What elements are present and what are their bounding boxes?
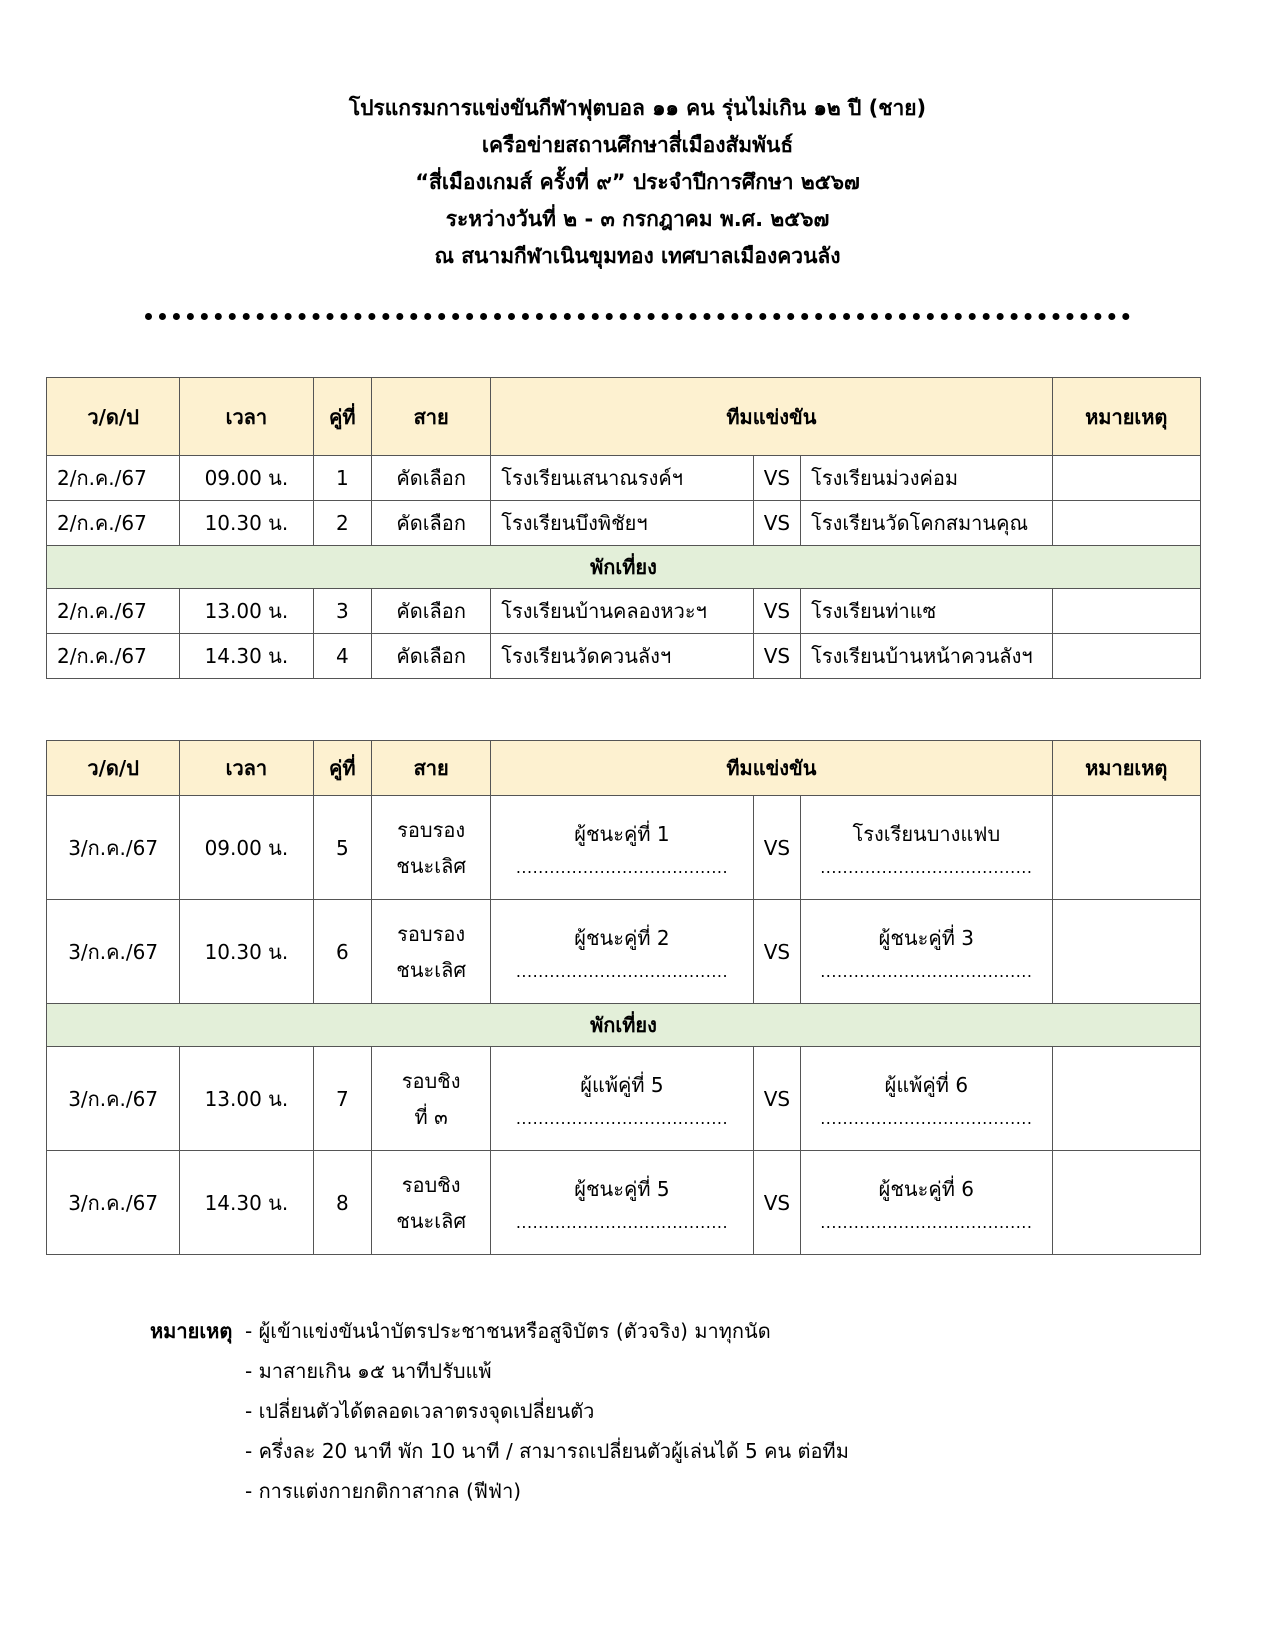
vs-label: VS — [753, 900, 800, 1004]
match-pair: 5 — [313, 796, 372, 900]
table-row — [47, 456, 1201, 501]
table-row — [47, 589, 1201, 634]
title-line-2: เครือข่ายสถานศึกษาสี่เมืองสัมพันธ์ — [481, 133, 794, 157]
lunch-break-label: พักเที่ยง — [47, 1004, 1201, 1047]
match-date: 2/ก.ค./67 — [47, 501, 180, 546]
match-group-line-2: ที่ ๓ — [414, 1104, 448, 1129]
match-pair: 7 — [313, 1047, 372, 1151]
match-time: 14.30 น. — [180, 634, 313, 679]
team-a-name: ผู้แพ้คู่ที่ 5 — [580, 1073, 664, 1097]
match-time: 09.00 น. — [180, 796, 313, 900]
match-group-line-1: รอบชิง — [401, 1068, 461, 1093]
note-item — [150, 1391, 849, 1431]
team-a: โรงเรียนบ้านคลองหวะฯ — [491, 589, 753, 634]
lunch-break-row — [47, 546, 1201, 589]
match-time: 09.00 น. — [180, 456, 313, 501]
vs-label: VS — [753, 589, 800, 634]
match-group-line-1: รอบรอง — [397, 817, 466, 842]
header-pair: คู่ที่ — [313, 741, 372, 796]
fill-in-dots: ...................................... — [515, 858, 729, 877]
header-group: สาย — [372, 378, 491, 456]
note-item — [150, 1431, 849, 1471]
team-b: โรงเรียนบ้านหน้าควนลังฯ — [801, 634, 1052, 679]
lunch-break-label: พักเที่ยง — [47, 546, 1201, 589]
title-line-5: ณ สนามกีฬาเนินขุมทอง เทศบาลเมืองควนลัง — [434, 244, 841, 268]
team-a — [491, 1151, 753, 1255]
header-teams: ทีมแข่งขัน — [491, 741, 1052, 796]
match-date: 2/ก.ค./67 — [47, 589, 180, 634]
team-b — [801, 796, 1052, 900]
note-text: - การแต่งกายกติกาสากล (ฟีฟ่า) — [245, 1479, 522, 1503]
header-time: เวลา — [180, 378, 313, 456]
team-a: โรงเรียนเสนาณรงค์ฯ — [491, 456, 753, 501]
match-group-line-2: ชนะเลิศ — [396, 1208, 467, 1233]
note-text: - เปลี่ยนตัวได้ตลอดเวลาตรงจุดเปลี่ยนตัว — [245, 1399, 595, 1423]
match-group — [372, 1047, 491, 1151]
team-b — [801, 1047, 1052, 1151]
match-date: 3/ก.ค./67 — [47, 1151, 180, 1255]
match-pair: 4 — [313, 634, 372, 679]
header-date: ว/ด/ป — [47, 741, 180, 796]
table-header-row — [47, 378, 1201, 456]
header-group: สาย — [372, 741, 491, 796]
match-group — [372, 796, 491, 900]
team-a-name: ผู้ชนะคู่ที่ 2 — [574, 926, 670, 950]
match-remark — [1052, 634, 1200, 679]
notes-label: หมายเหตุ — [150, 1319, 233, 1343]
match-time: 10.30 น. — [180, 501, 313, 546]
header-teams: ทีมแข่งขัน — [491, 378, 1052, 456]
team-b: โรงเรียนม่วงค่อม — [801, 456, 1052, 501]
match-time: 14.30 น. — [180, 1151, 313, 1255]
match-date: 3/ก.ค./67 — [47, 796, 180, 900]
vs-label: VS — [753, 456, 800, 501]
match-remark — [1052, 589, 1200, 634]
document-title-block — [0, 90, 1275, 275]
match-group: คัดเลือก — [372, 589, 491, 634]
table-row — [47, 1047, 1201, 1151]
match-pair: 2 — [313, 501, 372, 546]
match-pair: 1 — [313, 456, 372, 501]
vs-label: VS — [753, 1151, 800, 1255]
match-pair: 3 — [313, 589, 372, 634]
team-b — [801, 900, 1052, 1004]
fill-in-dots: ...................................... — [820, 1213, 1033, 1232]
note-item — [150, 1471, 849, 1511]
match-group: คัดเลือก — [372, 634, 491, 679]
match-group-line-1: รอบรอง — [397, 921, 466, 946]
match-group: คัดเลือก — [372, 501, 491, 546]
team-a: โรงเรียนบึงพิชัยฯ — [491, 501, 753, 546]
team-a-name: ผู้ชนะคู่ที่ 5 — [574, 1177, 670, 1201]
fill-in-dots: ...................................... — [515, 1213, 729, 1232]
note-text: - ครึ่งละ 20 นาที พัก 10 นาที / สามารถเปลี่ยนตัวผู้เล่นได้ 5 คน ต่อทีม — [245, 1439, 849, 1463]
notes-section — [150, 1311, 849, 1511]
note-text: - มาสายเกิน ๑๕ นาทีปรับแพ้ — [245, 1359, 492, 1383]
title-line-3: “สี่เมืองเกมส์ ครั้งที่ ๙” ประจำปีการศึกษา ๒๕๖๗ — [415, 170, 860, 194]
title-line-1: โปรแกรมการแข่งขันกีฬาฟุตบอล ๑๑ คน รุ่นไม่เกิน ๑๒ ปี (ชาย) — [348, 96, 927, 120]
note-item — [150, 1311, 849, 1351]
fill-in-dots: ...................................... — [820, 858, 1033, 877]
match-group — [372, 1151, 491, 1255]
match-remark — [1052, 456, 1200, 501]
match-time: 13.00 น. — [180, 589, 313, 634]
table-row — [47, 634, 1201, 679]
match-remark — [1052, 1047, 1200, 1151]
header-time: เวลา — [180, 741, 313, 796]
header-date: ว/ด/ป — [47, 378, 180, 456]
fill-in-dots: ...................................... — [515, 962, 729, 981]
match-group: คัดเลือก — [372, 456, 491, 501]
team-a — [491, 900, 753, 1004]
match-date: 2/ก.ค./67 — [47, 634, 180, 679]
team-b-name: ผู้ชนะคู่ที่ 6 — [878, 1177, 974, 1201]
table-row — [47, 1151, 1201, 1255]
team-b: โรงเรียนท่าแซ — [801, 589, 1052, 634]
fill-in-dots: ...................................... — [515, 1109, 729, 1128]
team-a — [491, 1047, 753, 1151]
match-pair: 8 — [313, 1151, 372, 1255]
match-date: 2/ก.ค./67 — [47, 456, 180, 501]
schedule-table-day1 — [46, 377, 1201, 679]
table-row — [47, 796, 1201, 900]
schedule-table-day2 — [46, 740, 1201, 1255]
match-time: 13.00 น. — [180, 1047, 313, 1151]
note-text: - ผู้เข้าแข่งขันนำบัตรประชาชนหรือสูจิบัตร (ตัวจริง) มาทุกนัด — [245, 1319, 771, 1343]
match-time: 10.30 น. — [180, 900, 313, 1004]
match-remark — [1052, 796, 1200, 900]
team-a — [491, 796, 753, 900]
match-group-line-1: รอบชิง — [401, 1172, 461, 1197]
match-group-line-2: ชนะเลิศ — [396, 957, 467, 982]
match-pair: 6 — [313, 900, 372, 1004]
match-date: 3/ก.ค./67 — [47, 900, 180, 1004]
team-a-name: ผู้ชนะคู่ที่ 1 — [574, 822, 670, 846]
team-b-name: ผู้แพ้คู่ที่ 6 — [884, 1073, 969, 1097]
table-row — [47, 900, 1201, 1004]
header-pair: คู่ที่ — [313, 378, 372, 456]
vs-label: VS — [753, 796, 800, 900]
vs-label: VS — [753, 501, 800, 546]
team-b-name: โรงเรียนบางแฟบ — [852, 822, 1001, 846]
team-b — [801, 1151, 1052, 1255]
lunch-break-row — [47, 1004, 1201, 1047]
note-item — [150, 1351, 849, 1391]
match-date: 3/ก.ค./67 — [47, 1047, 180, 1151]
match-remark — [1052, 900, 1200, 1004]
vs-label: VS — [753, 634, 800, 679]
match-group — [372, 900, 491, 1004]
team-a: โรงเรียนวัดควนลังฯ — [491, 634, 753, 679]
fill-in-dots: ...................................... — [820, 1109, 1033, 1128]
header-remark: หมายเหตุ — [1052, 741, 1200, 796]
table-row — [47, 501, 1201, 546]
match-remark — [1052, 501, 1200, 546]
team-b: โรงเรียนวัดโคกสมานคุณ — [801, 501, 1052, 546]
header-remark: หมายเหตุ — [1052, 378, 1200, 456]
match-group-line-2: ชนะเลิศ — [396, 853, 467, 878]
team-b-name: ผู้ชนะคู่ที่ 3 — [878, 926, 974, 950]
match-remark — [1052, 1151, 1200, 1255]
title-line-4: ระหว่างวันที่ ๒ - ๓ กรกฎาคม พ.ศ. ๒๕๖๗ — [445, 207, 830, 231]
vs-label: VS — [753, 1047, 800, 1151]
fill-in-dots: ...................................... — [820, 962, 1033, 981]
dotted-divider — [145, 313, 1130, 320]
table-header-row — [47, 741, 1201, 796]
